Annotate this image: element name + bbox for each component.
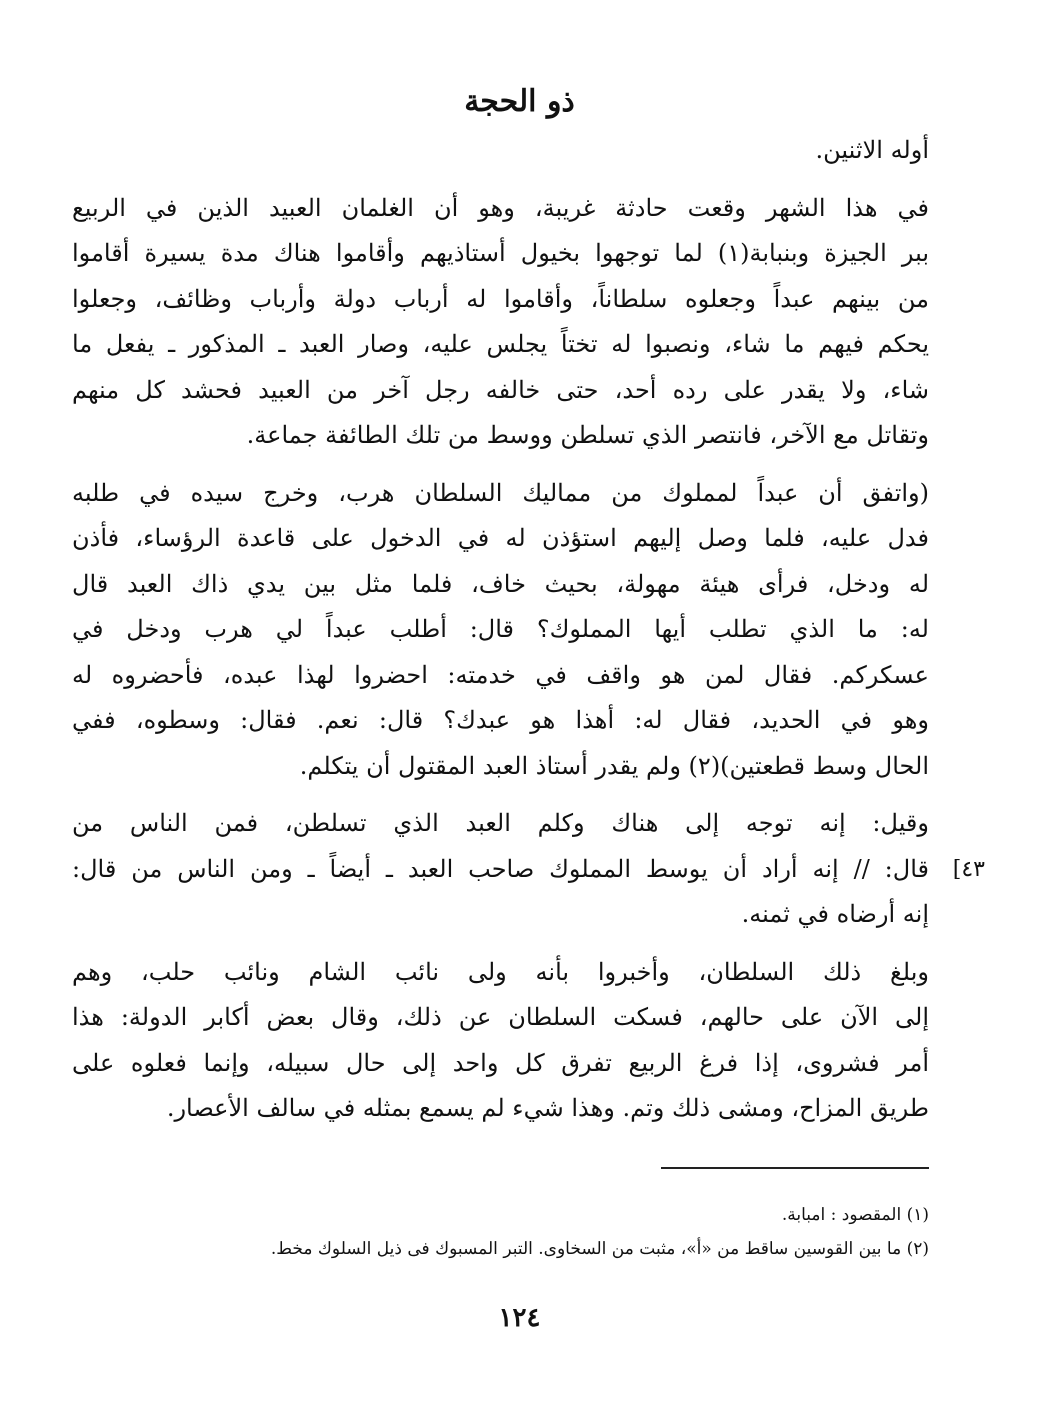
text-line: ببر الجيزة وبنبابة(١) لما توجهوا بخيول أستاذيهم وأقاموا هناك مدة يسيرة أقاموا [72,239,929,267]
text-line: إنه أرضاه في ثمنه. [741,900,929,928]
paragraph-1 [72,128,929,174]
text-line: إلى الآن على حالهم، فسكت السلطان عن ذلك، وقال بعض أكابر الدولة: هذا [72,1003,929,1031]
text-line: له: ما الذي تطلب أيها المملوك؟ قال: أطلب عبداً لي هرب ودخل في [72,615,929,643]
paragraph-5 [72,950,929,1132]
body-text [72,128,985,1144]
footnote-separator [661,1167,929,1169]
paragraph-4 [72,801,985,938]
text-line: فدل عليه، فلما وصل إليهم استؤذن له في الدخول على قاعدة الرؤساء، فأذن [72,524,929,552]
text-line: يحكم فيهم ما شاء، ونصبوا له تختاً يجلس عليه، وصار العبد ـ المذكور ـ يفعل ما [72,330,929,358]
manuscript-folio-marker: [٤٣ [952,857,985,882]
text-line: قال: // إنه أراد أن يوسط المملوك صاحب العبد ـ أيضاً ـ ومن الناس من قال: [72,854,929,883]
paragraph-2 [72,186,929,459]
text-line: وبلغ ذلك السلطان، وأخبروا بأنه ولى نائب الشام ونائب حلب، وهم [72,957,929,986]
text-line: وهو في الحديد، فقال له: أهذا هو عبدك؟ قال: نعم. فقال: وسطوه، ففي [72,706,929,734]
text-line: (واتفق أن عبداً لمملوك من مماليك السلطان هرب، وخرج سيده في طلبه [72,478,929,507]
footnote-2: (٢) ما بين القوسين ساقط من «أ»، مثبت من السخاوى. التبر المسبوك فى ذيل السلوك مخط. [270,1239,929,1259]
text-line: شاء، ولا يقدر على رده أحد، حتى خالفه رجل آخر من العبيد فحشد كل منهم [72,375,929,404]
footnotes [80,1198,929,1266]
text-line: عسكركم. فقال لمن هو واقف في خدمته: احضروا لهذا عبده، فأحضروه له [72,660,929,689]
text-line: وقيل: إنه توجه إلى هناك وكلم العبد الذي تسلطن، فمن الناس من [72,809,929,837]
text-line: في هذا الشهر وقعت حادثة غريبة، وهو أن الغلمان العبيد الذين في الربيع [72,193,929,222]
footnote-1: (١) المقصود : امبابة. [781,1205,929,1225]
paragraph-3 [72,471,929,790]
text-line: له ودخل، فرأى هيئة مهولة، بحيث خاف، فلما مثل بين يدي ذاك العبد قال [72,569,930,598]
text-line: أمر فشروى، إذا فرغ الربيع تفرق كل واحد إلى حال سبيله، وإنما فعلوه على [72,1048,929,1077]
text-line: وتقاتل مع الآخر، فانتصر الذي تسلطن ووسط من تلك الطائفة جماعة. [246,421,929,449]
text-line: من بينهم عبداً وجعلوه سلطاناً، وأقاموا له أرباب دولة وأرباب وظائف، وجعلوا [72,284,930,313]
text-line: طريق المزاح، ومشى ذلك وتم. وهذا شيء لم يسمع بمثله في سالف الأعصار. [166,1094,929,1122]
text-line: الحال وسط قطعتين)(٢) ولم يقدر أستاذ العبد المقتول أن يتكلم. [299,751,929,780]
page-header-title: ذو الحجة [464,84,575,119]
text-line: أوله الاثنين. [815,136,929,164]
page-number: ١٢٤ [498,1303,541,1333]
